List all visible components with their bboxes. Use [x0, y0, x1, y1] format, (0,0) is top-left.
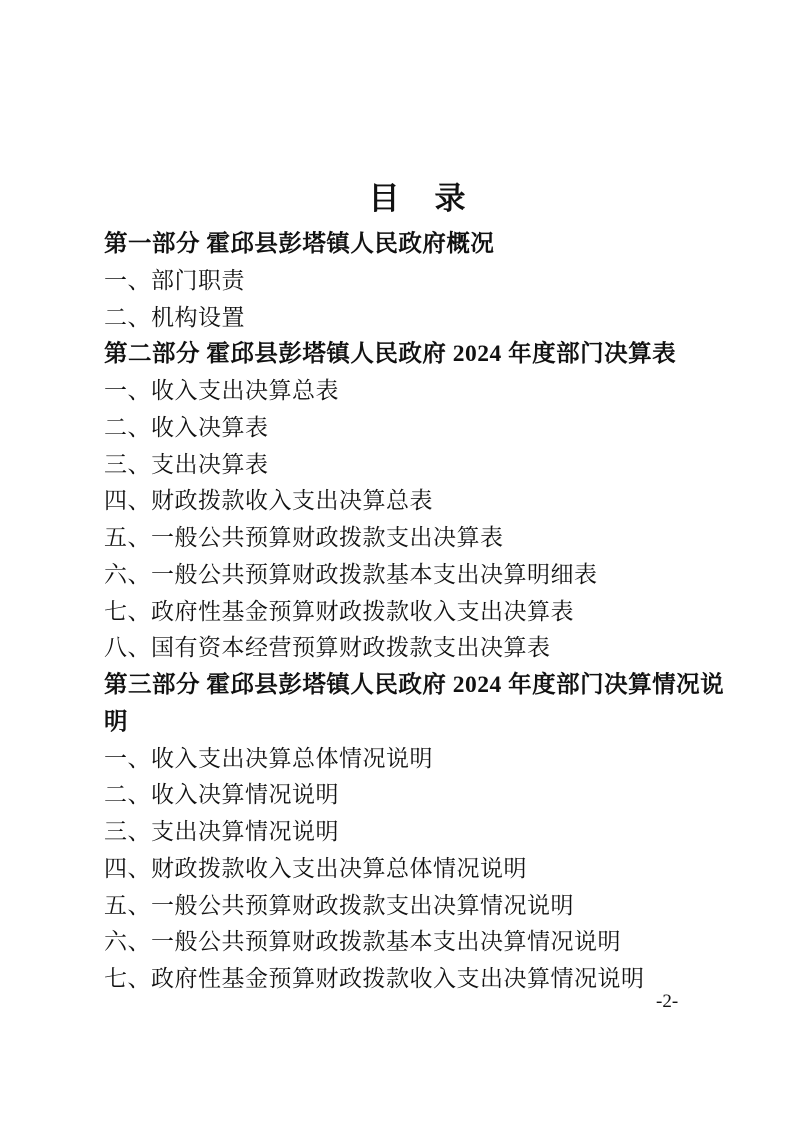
toc-item: 五、一般公共预算财政拨款支出决算情况说明 — [104, 892, 574, 918]
toc-item: 二、收入决算情况说明 — [104, 782, 339, 808]
toc-item: 三、支出决算表 — [104, 451, 269, 477]
section-heading-part2: 第二部分 霍邱县彭塔镇人民政府 2024 年度部门决算表 — [104, 341, 677, 368]
toc-item: 四、财政拨款收入支出决算总体情况说明 — [104, 855, 527, 881]
toc-item: 六、一般公共预算财政拨款基本支出决算明细表 — [104, 561, 598, 587]
toc-item: 七、政府性基金预算财政拨款收入支出决算表 — [104, 598, 574, 624]
toc-item: 一、收入支出决算总体情况说明 — [104, 745, 433, 771]
toc-item: 三、支出决算情况说明 — [104, 819, 339, 844]
page-title: 目 录 — [368, 181, 468, 217]
section-heading-part3: 第三部分 霍邱县彭塔镇人民政府 2024 年度部门决算情况说明 — [104, 672, 725, 735]
table-of-contents — [104, 182, 732, 998]
toc-item: 四、财政拨款收入支出决算总表 — [104, 488, 433, 514]
toc-item: 五、一般公共预算财政拨款支出决算表 — [104, 525, 504, 550]
toc-item: 六、一般公共预算财政拨款基本支出决算情况说明 — [104, 929, 621, 955]
page-number: -2- — [656, 991, 679, 1012]
toc-item: 七、政府性基金预算财政拨款收入支出决算情况说明 — [104, 966, 645, 991]
toc-item: 二、收入决算表 — [104, 414, 269, 440]
toc-item: 一、收入支出决算总表 — [104, 378, 339, 403]
toc-item: 八、国有资本经营预算财政拨款支出决算表 — [104, 635, 551, 661]
toc-item: 一、部门职责 — [104, 267, 245, 293]
toc-item: 二、机构设置 — [104, 304, 245, 330]
section-heading-part1: 第一部分 霍邱县彭塔镇人民政府概况 — [104, 231, 495, 257]
